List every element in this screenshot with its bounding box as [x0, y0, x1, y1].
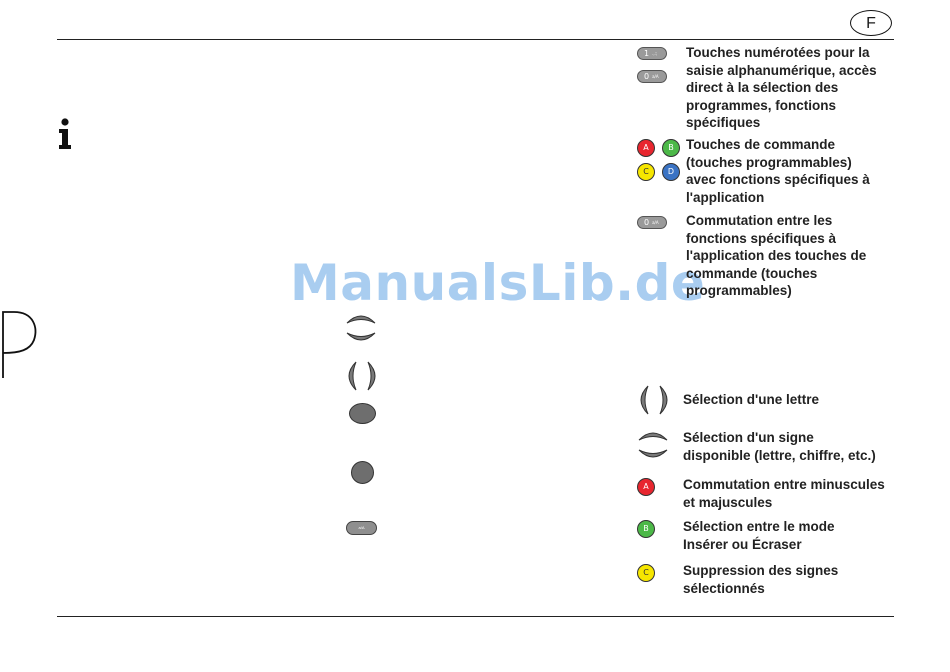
color-key-a-icon: A: [637, 139, 655, 157]
margin-tab-letter: [0, 308, 40, 380]
up-down-arrow-keys-icon: [637, 428, 669, 462]
ok-key-icon: [349, 403, 376, 424]
case-key-icon: a/A: [346, 521, 377, 535]
color-key-b-icon: B: [662, 139, 680, 157]
toggle-key-description: Commutation entre les fonctions spécifiques à l'application des touches de commande (touches programmables): [686, 213, 867, 298]
color-key-c-icon: C: [637, 564, 655, 582]
up-down-arrow-keys-icon: [345, 311, 377, 345]
select-sign-description: Sélection d'un signe disponible (lettre, chiffre, etc.): [683, 430, 876, 463]
info-icon: [57, 118, 73, 150]
insert-overwrite-description: Sélection entre le mode Insérer ou Écraser: [683, 519, 835, 552]
top-rule: [57, 39, 894, 40]
left-right-arrow-keys-icon: [344, 360, 380, 392]
command-keys-description: Touches de commande (touches programmables) avec fonctions spécifiques à l'application: [686, 137, 870, 205]
case-toggle-description: Commutation entre minuscules et majuscules: [683, 477, 885, 510]
toggle-key-0-icon: 0 a/A: [637, 216, 667, 229]
language-badge: F: [850, 10, 892, 36]
select-letter-description: Sélection d'une lettre: [683, 392, 819, 407]
color-key-c-icon: C: [637, 163, 655, 181]
numeric-keys-description: Touches numérotées pour la saisie alphanumérique, accès direct à la sélection des programmes, fonctions spécifiques: [686, 45, 877, 130]
color-key-d-icon: D: [662, 163, 680, 181]
round-key-icon: [351, 461, 374, 484]
left-right-arrow-keys-icon: [636, 384, 672, 416]
color-key-a-icon: A: [637, 478, 655, 496]
bottom-rule: [57, 616, 894, 617]
delete-signs-description: Suppression des signes sélectionnés: [683, 563, 839, 596]
color-key-b-icon: B: [637, 520, 655, 538]
watermark: ManualsLib.de: [290, 254, 706, 312]
numeric-key-1-icon: 1 .,:;: [637, 47, 667, 60]
numeric-key-0-icon: 0 a/A: [637, 70, 667, 83]
